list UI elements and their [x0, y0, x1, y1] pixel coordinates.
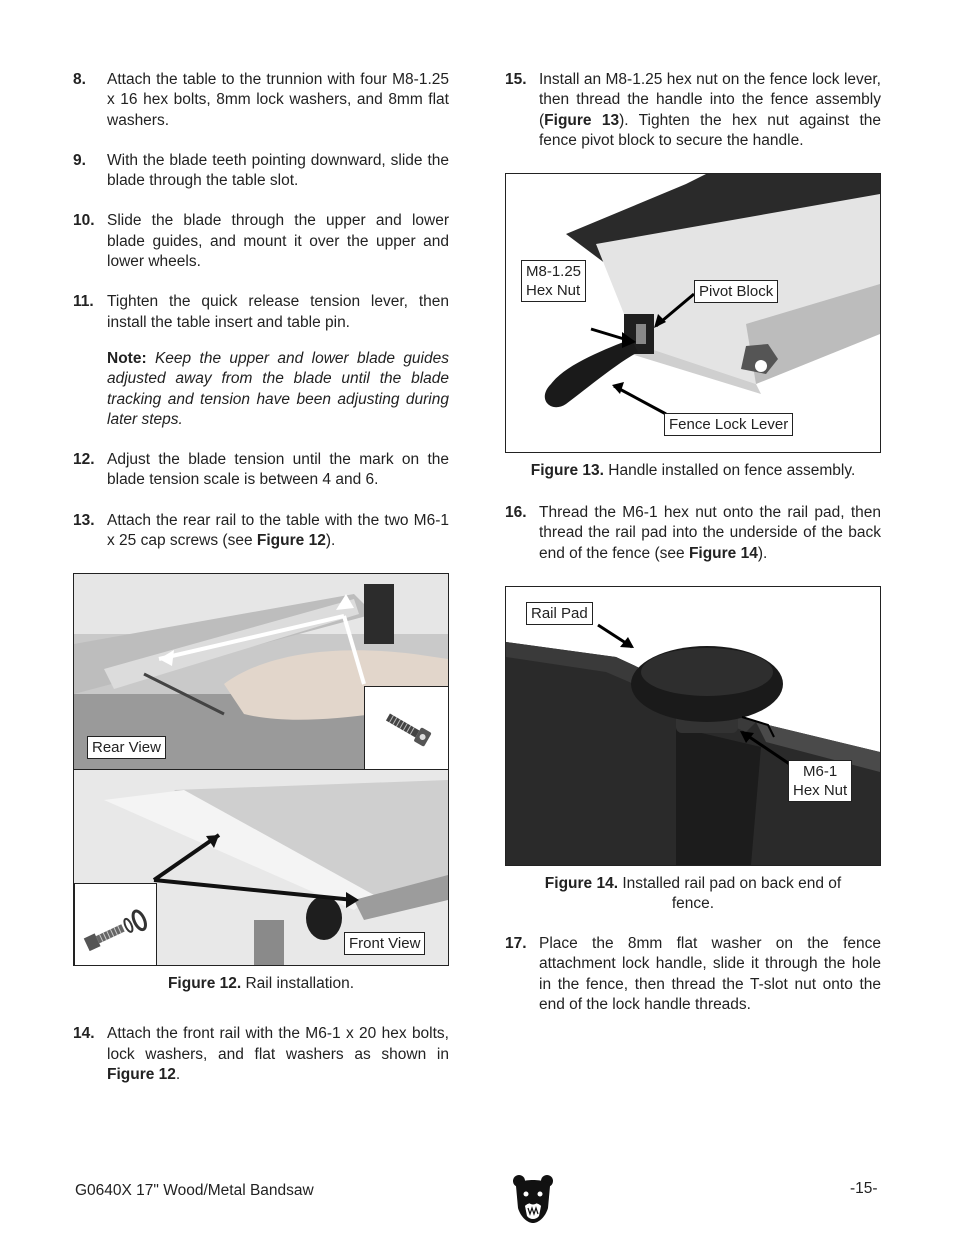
step-text: Attach the table to the trunnion with four M8-1.25 x 16 hex bolts, 8mm lock washers, and 8mm flat washers.: [107, 71, 449, 129]
figure-ref: Figure 14: [688, 544, 758, 562]
step-17: 17. Place the 8mm flat washer on the fence attachment lock handle, slide it through the hole in the fence, then thread the T-slot nut onto the end of the lock handle threads.: [505, 935, 881, 1013]
rail-pad-label: Rail Pad: [526, 602, 593, 625]
cap-screw-icon: [365, 687, 449, 769]
hex-nut-label: M8-1.25 Hex Nut: [521, 260, 586, 302]
pivot-block-label: Pivot Block: [694, 280, 778, 303]
figure-ref: Figure 12: [256, 532, 326, 550]
step-8: 8. Attach the table to the trunnion with four M8-1.25 x 16 hex bolts, 8mm lock washers, and 8mm flat washers.: [73, 71, 449, 129]
step-text: Tighten the quick release tension lever, then install the table insert and table pin.: [107, 293, 449, 331]
figure-14: [505, 586, 881, 866]
step-16: 16. Thread the M6-1 hex nut onto the rail pad, then thread the rail pad into the underside of the back end of the fence (see Figure 14).: [505, 504, 881, 562]
fence-assembly-photo: [506, 174, 880, 452]
step-10: 10. Slide the blade through the upper and lower blade guides, and mount it over the upper and lower wheels.: [73, 212, 449, 271]
bear-logo-icon: [512, 1174, 554, 1224]
note-text: Keep the upper and lower blade guides adjusted away from the blade until the blade tracking and tension have been adjusting during later steps.: [107, 349, 449, 428]
right-column: [505, 70, 881, 1035]
front-view-label: Front View: [344, 932, 425, 955]
step-9: 9. With the blade teeth pointing downward, slide the blade through the table slot.: [73, 151, 449, 190]
step-15: 15. Install an M8-1.25 hex nut on the fence lock lever, then thread the handle into the fence assembly (Figure 13). Tighten the hex nut against the fence pivot block to secure the handle.: [505, 71, 881, 149]
note-label: Note:: [107, 349, 147, 367]
footer-model-title: G0640X 17" Wood/Metal Bandsaw: [75, 1182, 314, 1199]
step-text: Adjust the blade tension until the mark on the blade tension scale is between 4 and 6.: [107, 451, 449, 489]
figure-14-caption: Figure 14. Installed rail pad on back end of fence.: [544, 875, 842, 913]
left-column: [73, 70, 449, 1105]
bolt-washer-inset: [74, 883, 157, 966]
step-14: 14. Attach the front rail with the M6-1 x 20 hex bolts, lock washers, and flat washers as shown in Figure 12.: [73, 1025, 449, 1083]
rail-pad-photo: [506, 587, 880, 865]
figure-ref: Figure 12: [107, 1065, 176, 1083]
bolt-washer-icon: [75, 884, 156, 966]
rear-view-label: Rear View: [87, 736, 166, 759]
figure-13: [505, 173, 881, 453]
step-11: 11. Tighten the quick release tension lever, then install the table insert and table pin.: [73, 293, 449, 331]
fence-lock-lever-label: Fence Lock Lever: [664, 413, 793, 436]
figure-12: [73, 573, 449, 966]
note: [73, 349, 449, 430]
step-text: With the blade teeth pointing downward, slide the blade through the table slot.: [107, 151, 449, 190]
figure-12-caption: Figure 12. Rail installation.: [167, 975, 355, 993]
hex-nut-label: M6-1 Hex Nut: [788, 760, 852, 802]
step-13: 13. Attach the rear rail to the table with the two M6-1 x 25 cap screws (see Figure 12).: [73, 511, 449, 550]
step-text: Place the 8mm flat washer on the fence attachment lock handle, slide it through the hole in the fence, then thread the T-slot nut onto the end of the lock handle threads.: [539, 935, 881, 1013]
figure-13-caption: Figure 13. Handle installed on fence assembly.: [530, 462, 856, 480]
step-12: 12. Adjust the blade tension until the mark on the blade tension scale is between 4 and 6.: [73, 451, 449, 489]
page-number: -15-: [850, 1180, 878, 1197]
cap-screw-inset: [364, 686, 449, 770]
figure-ref: Figure 13: [544, 111, 620, 129]
step-text: Slide the blade through the upper and lower blade guides, and mount it over the upper and lower wheels.: [107, 212, 449, 271]
